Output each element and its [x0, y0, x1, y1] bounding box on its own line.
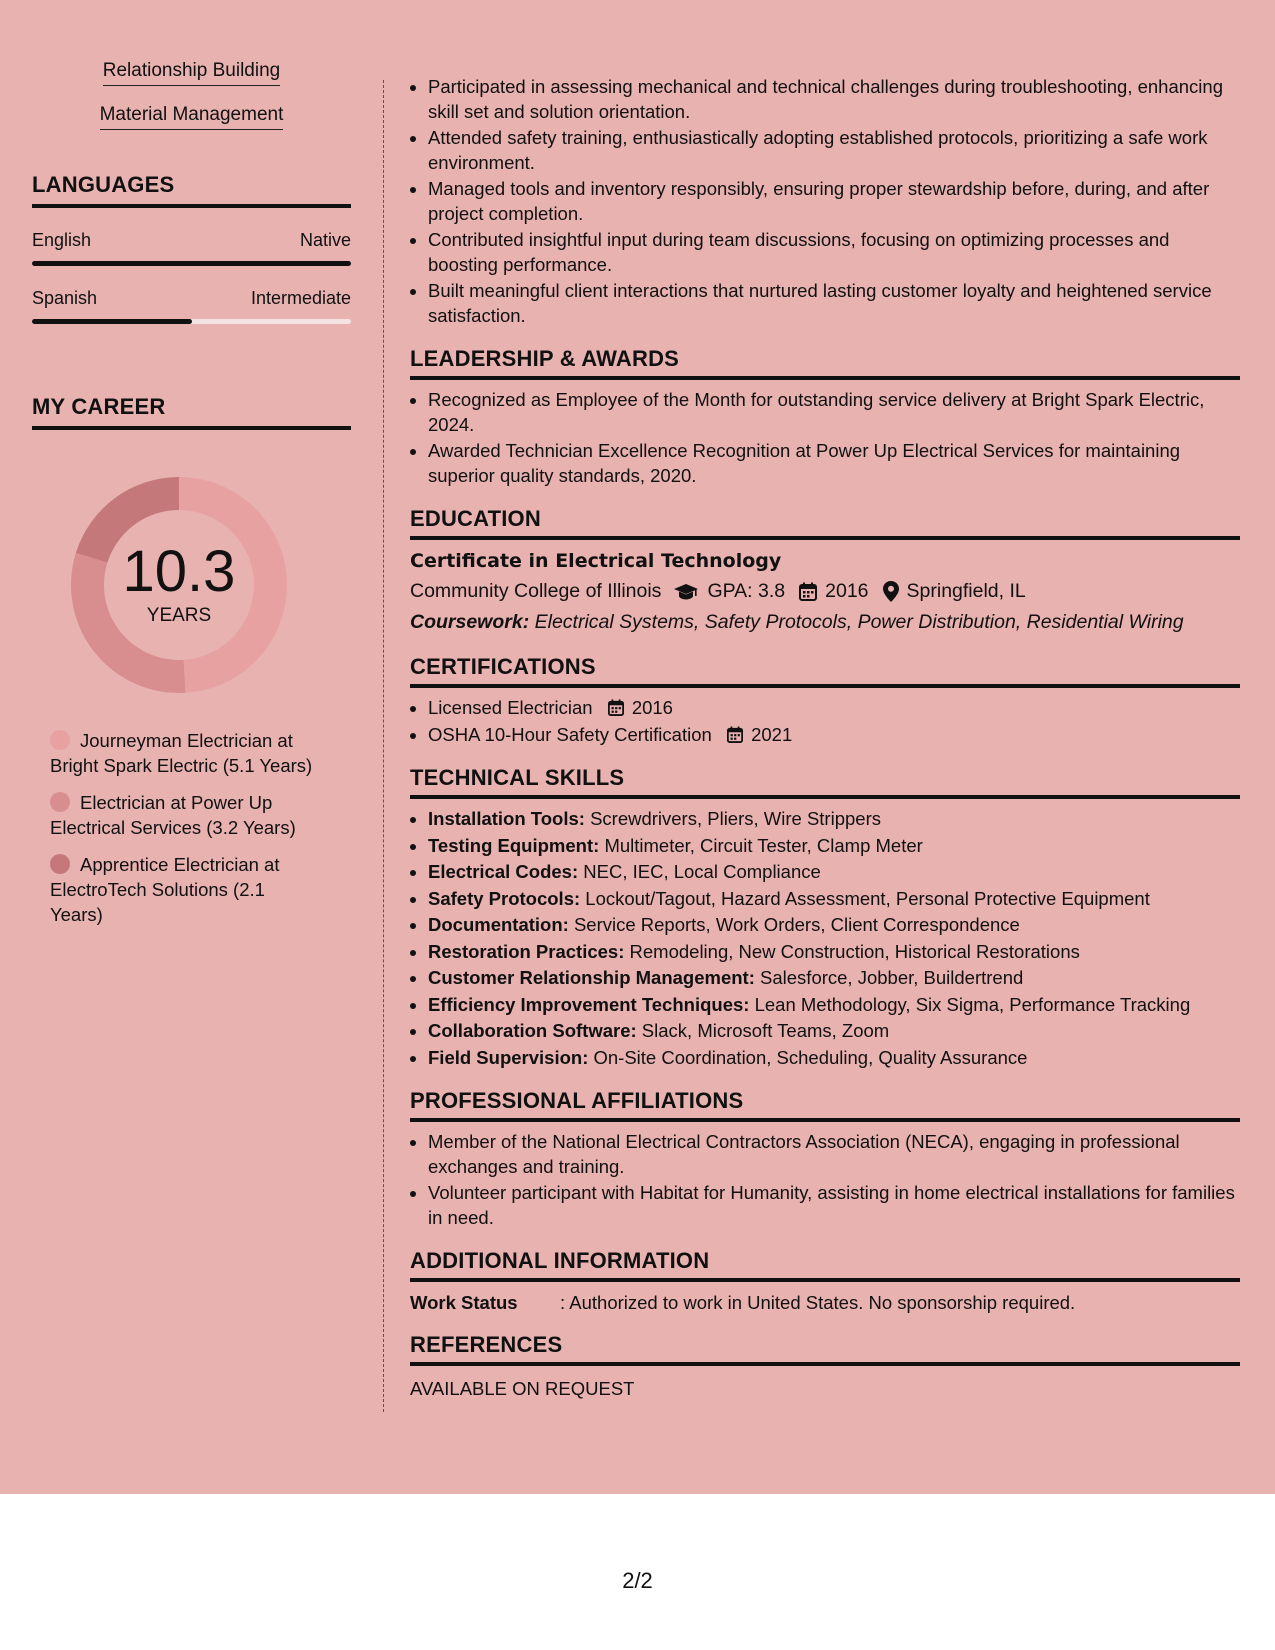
legend-dot	[50, 730, 70, 750]
experience-bullet: • Managed tools and inventory responsibly, ensuring proper stewardship before, during, and after project completion.	[428, 177, 1240, 226]
leadership-item: • Awarded Technician Excellence Recognition at Power Up Electrical Services for maintaining superior quality standards, 2020.	[428, 439, 1240, 488]
language-level: Intermediate	[250, 288, 351, 308]
language-proficiency-fill	[32, 319, 192, 324]
skill-value: Lean Methodology, Six Sigma, Performance Tracking	[754, 993, 1191, 1015]
references-heading: REFERENCES	[410, 1332, 1240, 1366]
graduation-cap-icon	[673, 583, 699, 601]
legend-dot	[50, 854, 70, 874]
affiliations-list	[410, 1130, 1240, 1230]
skill-value: Service Reports, Work Orders, Client Correspondence	[573, 914, 1020, 935]
languages-heading: LANGUAGES	[32, 172, 351, 208]
affiliation-item: • Volunteer participant with Habitat for Humanity, assisting in home electrical installations for families in need.	[428, 1181, 1240, 1230]
education-school: Community College of Illinois	[410, 580, 662, 602]
work-status-row	[410, 1292, 1240, 1314]
skill-label: Testing Equipment:	[428, 834, 600, 856]
language-item	[32, 230, 351, 266]
skill-label: Installation Tools:	[428, 808, 585, 829]
skill-value: Slack, Microsoft Teams, Zoom	[641, 1020, 890, 1041]
additional-info-heading: ADDITIONAL INFORMATION	[410, 1248, 1240, 1282]
skill-label: Restoration Practices:	[428, 940, 625, 962]
coursework-value: Electrical Systems, Safety Protocols, Power Distribution, Residential Wiring	[534, 611, 1184, 633]
technical-skill-item	[428, 1046, 1240, 1071]
experience-bullet: • Participated in assessing mechanical and technical challenges during troubleshooting, enhancing skill set and solution orientation.	[428, 75, 1240, 124]
language-level: Native	[299, 230, 351, 250]
skill-value: On-Site Coordination, Scheduling, Quality Assurance	[593, 1046, 1028, 1068]
certification-name: OSHA 10-Hour Safety Certification	[428, 723, 712, 745]
skill-value: Salesforce, Jobber, Buildertrend	[760, 967, 1024, 988]
technical-skill-item	[428, 834, 1240, 859]
leadership-list	[410, 388, 1240, 488]
experience-list	[410, 75, 1240, 328]
education-year: 2016	[825, 580, 869, 602]
legend-dot	[50, 792, 70, 812]
technical-skill-item	[428, 860, 1240, 885]
calendar-icon	[799, 582, 817, 601]
page-number: 2/2	[622, 1568, 653, 1593]
technical-skill-item	[428, 807, 1240, 832]
career-heading: MY CAREER	[32, 394, 351, 430]
language-name: English	[32, 230, 92, 250]
skill-tag	[32, 104, 351, 130]
references-text: AVAILABLE ON REQUEST	[410, 1378, 635, 1399]
calendar-icon	[608, 699, 624, 716]
technical-skill-item	[428, 887, 1240, 912]
skill-label: Efficiency Improvement Techniques:	[428, 993, 750, 1015]
affiliation-item: • Member of the National Electrical Contractors Association (NECA), engaging in professional exchanges and training.	[428, 1130, 1240, 1179]
language-proficiency-bar	[32, 261, 351, 266]
education-coursework	[410, 611, 1240, 634]
certification-year: 2016	[631, 697, 673, 718]
experience-bullet: • Contributed insightful input during team discussions, focusing on optimizing processes and boosting performance.	[428, 228, 1240, 277]
leadership-item: • Recognized as Employee of the Month for outstanding service delivery at Bright Spark Electric, 2024.	[428, 388, 1240, 437]
career-legend-label: Apprentice Electrician at ElectroTech Solutions (2.1 Years)	[50, 854, 280, 925]
technical-skills-list	[410, 807, 1240, 1070]
skill-value: NEC, IEC, Local Compliance	[583, 861, 821, 882]
affiliations-heading: PROFESSIONAL AFFILIATIONS	[410, 1088, 1240, 1122]
education-location: Springfield, IL	[906, 580, 1026, 602]
career-legend-label: Journeyman Electrician at Bright Spark Electric (5.1 Years)	[50, 730, 313, 776]
technical-skill-item	[428, 940, 1240, 965]
technical-skill-item	[428, 913, 1240, 938]
technical-skills-heading: TECHNICAL SKILLS	[410, 765, 1240, 799]
skill-label: Electrical Codes:	[428, 861, 579, 882]
skill-tag-label: Material Management	[100, 104, 284, 130]
work-status-label: Work Status	[410, 1292, 518, 1313]
certification-item	[428, 696, 1240, 721]
career-total-years: 10.3	[122, 539, 236, 604]
skill-tag	[32, 60, 351, 86]
skill-label: Collaboration Software:	[428, 1020, 637, 1041]
calendar-icon	[727, 726, 743, 743]
leadership-heading: LEADERSHIP & AWARDS	[410, 346, 1240, 380]
language-proficiency-fill	[32, 261, 351, 266]
work-status-value: : Authorized to work in United States. No sponsorship required.	[560, 1292, 1076, 1313]
skill-tag-label: Relationship Building	[103, 60, 280, 86]
skill-label: Field Supervision:	[428, 1046, 589, 1068]
career-legend	[32, 728, 351, 927]
sidebar	[32, 60, 351, 939]
column-divider	[383, 80, 384, 1412]
certifications-list	[410, 696, 1240, 747]
skill-value: Lockout/Tagout, Hazard Assessment, Personal Protective Equipment	[585, 887, 1150, 909]
technical-skill-item	[428, 966, 1240, 991]
skill-value: Remodeling, New Construction, Historical Restorations	[629, 940, 1080, 962]
coursework-label: Coursework:	[410, 611, 530, 633]
education-details	[410, 580, 1240, 603]
skill-value: Multimeter, Circuit Tester, Clamp Meter	[604, 834, 923, 856]
education-gpa: GPA: 3.8	[707, 580, 786, 602]
certification-item	[428, 723, 1240, 748]
education-heading: EDUCATION	[410, 506, 1240, 540]
main-column	[410, 75, 1240, 1400]
technical-skill-item	[428, 993, 1240, 1018]
career-legend-label: Electrician at Power Up Electrical Services (3.2 Years)	[50, 792, 296, 838]
experience-bullet: • Attended safety training, enthusiastically adopting established protocols, prioritizing a safe work environment.	[428, 126, 1240, 175]
skill-label: Safety Protocols:	[428, 887, 581, 909]
certifications-heading: CERTIFICATIONS	[410, 654, 1240, 688]
technical-skill-item	[428, 1019, 1240, 1044]
language-name: Spanish	[32, 288, 98, 308]
skill-label: Customer Relationship Management:	[428, 967, 755, 988]
career-legend-item	[50, 790, 320, 840]
location-pin-icon	[883, 581, 899, 602]
language-proficiency-bar	[32, 319, 351, 324]
skill-label: Documentation:	[428, 914, 569, 935]
skill-value: Screwdrivers, Pliers, Wire Strippers	[590, 808, 881, 829]
language-item	[32, 288, 351, 324]
career-total-unit: YEARS	[146, 605, 212, 626]
certification-name: Licensed Electrician	[428, 697, 593, 718]
career-donut-chart	[64, 470, 294, 700]
education-degree: Certificate in Electrical Technology	[410, 550, 782, 572]
career-legend-item	[50, 728, 320, 778]
experience-bullet: • Built meaningful client interactions that nurtured lasting customer loyalty and heightened service satisfaction.	[428, 279, 1240, 328]
certification-year: 2021	[751, 723, 793, 745]
career-legend-item	[50, 852, 320, 927]
